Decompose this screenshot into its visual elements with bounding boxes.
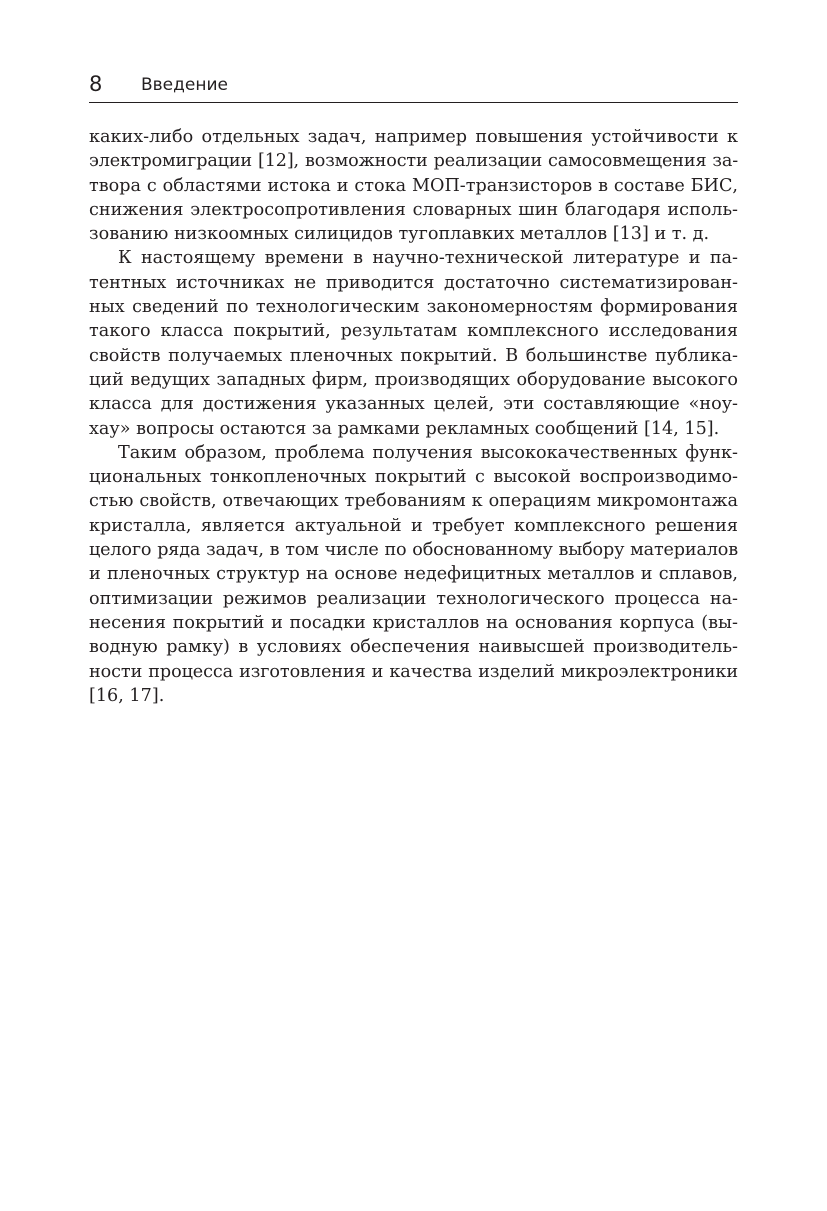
text-line: оптимизации режимов реализации технологического процесса на- <box>89 588 738 609</box>
text-line: свойств получаемых пленочных покрытий. В большинстве публика- <box>89 345 738 366</box>
text-line: каких-либо отдельных задач, например повышения устойчивости к <box>89 127 738 147</box>
text-line: целого ряда задач, в том числе по обоснованному выбору материалов <box>89 540 738 561</box>
text-line: снижения электросопротивления словарных шин благодаря исполь- <box>89 199 738 220</box>
text-line: [16, 17]. <box>89 685 165 706</box>
text-line: и пленочных структур на основе недефицитных металлов и сплавов, <box>89 564 738 585</box>
text-line: хау» вопросы остаются за рамками рекламных сообщений [14, 15]. <box>89 418 720 439</box>
text-line: электромиграции [12], возможности реализации самосовмещения за- <box>89 151 738 172</box>
text-line: твора с областями истока и стока МОП-транзисторов в составе БИС, <box>89 175 738 196</box>
text-line: несения покрытий и посадки кристаллов на основания корпуса (вы- <box>89 612 738 633</box>
text-line: ций ведущих западных фирм, производящих оборудование высокого <box>89 369 738 390</box>
page-number: 8 <box>89 72 103 96</box>
text-line: такого класса покрытий, результатам комплексного исследования <box>89 321 738 342</box>
paragraph <box>89 125 738 246</box>
text-line: ных сведений по технологическим закономерностям формирования <box>89 297 738 318</box>
text-line: зованию низкоомных силицидов тугоплавких металлов [13] и т. д. <box>89 224 710 245</box>
paragraph <box>89 246 738 440</box>
paragraph <box>89 441 738 708</box>
text-line: тентных источниках не приводится достаточно систематизирован- <box>89 272 738 293</box>
body-text <box>89 125 738 708</box>
text-line: водную рамку) в условиях обеспечения наивысшей производитель- <box>89 637 738 658</box>
text-line: кристалла, является актуальной и требует комплексного решения <box>89 515 738 536</box>
text-line: циональных тонкопленочных покрытий с высокой воспроизводимо- <box>89 467 738 488</box>
text-line: ности процесса изготовления и качества изделий микроэлектроники <box>89 661 738 682</box>
running-head <box>89 70 738 103</box>
text-line: стью свойств, отвечающих требованиям к операциям микромонтажа <box>89 491 738 512</box>
text-line: класса для достижения указанных целей, эти составляющие «ноу- <box>89 394 738 415</box>
text-line: К настоящему времени в научно-технической литературе и па- <box>118 248 738 269</box>
section-title: Введение <box>141 75 228 95</box>
text-line: Таким образом, проблема получения высококачественных функ- <box>118 442 738 463</box>
